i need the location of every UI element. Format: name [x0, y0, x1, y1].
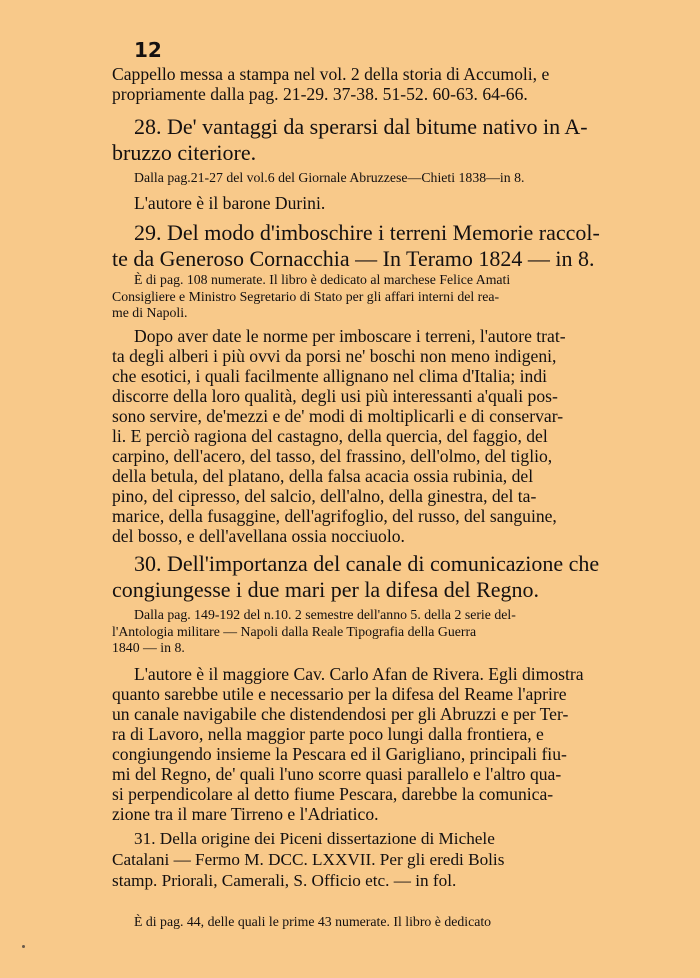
text-block-entry31-source [112, 914, 632, 931]
text-line: 28. De' vantaggi da sperarsi dal bitume nativo in A- [134, 114, 588, 139]
text-line: ta degli alberi i più ovvi da porsi ne' boschi non meno indigeni, [112, 346, 557, 366]
text-line: Dopo aver date le norme per imboscare i terreni, l'autore trat- [134, 326, 566, 346]
text-line: te da Generoso Cornacchia — In Teramo 1824 — in 8. [112, 246, 595, 271]
text-line: del bosso, e dell'avellana ossia nocciuolo. [112, 526, 405, 546]
text-block-entry28-source [112, 170, 632, 187]
text-block-entry30-body [112, 664, 632, 824]
text-block-intro [112, 64, 632, 104]
text-line: ra di Lavoro, nella maggior parte poco lungi dalla frontiera, e [112, 724, 544, 744]
text-block-entry29-body [112, 326, 632, 546]
text-line: Catalani — Fermo M. DCC. LXXVII. Per gli eredi Bolis [112, 849, 505, 869]
text-line: È di pag. 44, delle quali le prime 43 numerate. Il libro è dedicato [134, 914, 492, 929]
text-line: congiungendo insieme la Pescara ed il Garigliano, principali fiu- [112, 744, 567, 764]
text-line: discorre della loro qualità, degli usi più interessanti a'quali pos- [112, 386, 558, 406]
text-line: L'autore è il barone Durini. [134, 193, 326, 213]
text-line: mi del Regno, de' quali l'uno scorre quasi parallelo e l'altro qua- [112, 764, 562, 784]
text-block-entry28-author [112, 193, 632, 213]
text-line: propriamente dalla pag. 21-29. 37-38. 51-52. 60-63. 64-66. [112, 84, 528, 104]
text-block-entry30-title [112, 551, 632, 603]
text-line: carpino, dell'acero, del tasso, del frassino, dell'olmo, del tiglio, [112, 446, 553, 466]
text-line: 1840 — in 8. [112, 640, 185, 656]
text-block-entry29-title [112, 220, 632, 272]
text-line: Dalla pag.21-27 del vol.6 del Giornale Abruzzese—Chieti 1838—in 8. [134, 170, 525, 185]
paper-speck [22, 945, 25, 948]
text-block-entry30-source [112, 607, 632, 657]
text-line: È di pag. 108 numerate. Il libro è dedicato al marchese Felice Amati [134, 272, 511, 287]
text-line: un canale navigabile che distendendosi per gli Abruzzi e per Ter- [112, 704, 569, 724]
text-line: della betula, del platano, della falsa acacia ossia rubinia, del [112, 466, 534, 486]
text-line: me di Napoli. [112, 305, 188, 321]
text-line: 29. Del modo d'imboschire i terreni Memorie raccol- [134, 220, 600, 245]
text-line: si perpendicolare al detto fiume Pescara, darebbe la comunica- [112, 784, 554, 804]
page-number: 12 [134, 38, 162, 62]
text-line: marice, della fusaggine, dell'agrifoglio, del russo, del sanguine, [112, 506, 557, 526]
text-line: bruzzo citeriore. [112, 140, 257, 165]
text-block-entry31-title [112, 829, 632, 891]
text-block-entry28-title [112, 114, 632, 166]
text-line: 30. Dell'importanza del canale di comunicazione che [134, 551, 600, 576]
text-line: pino, del cipresso, del salcio, dell'alno, della ginestra, del ta- [112, 486, 537, 506]
text-line: Dalla pag. 149-192 del n.10. 2 semestre dell'anno 5. della 2 serie del- [134, 607, 516, 622]
text-line: quanto sarebbe utile e necessario per la difesa del Reame l'aprire [112, 684, 567, 704]
text-line: L'autore è il maggiore Cav. Carlo Afan de Rivera. Egli dimostra [134, 664, 584, 684]
text-line: Cappello messa a stampa nel vol. 2 della storia di Accumoli, e [112, 64, 550, 84]
text-block-entry29-source [112, 272, 632, 322]
text-line: zione tra il mare Tirreno e l'Adriatico. [112, 804, 379, 824]
text-line: congiungesse i due mari per la difesa del Regno. [112, 577, 540, 602]
text-line: Consigliere e Ministro Segretario di Stato per gli affari interni del rea- [112, 288, 500, 304]
text-line: 31. Della origine dei Piceni dissertazione di Michele [134, 829, 495, 848]
text-line: l'Antologia militare — Napoli dalla Reale Tipografia della Guerra [112, 623, 477, 639]
text-line: sono servire, de'mezzi e de' modi di moltiplicarli e di conservar- [112, 406, 564, 426]
text-line: li. E perciò ragiona del castagno, della quercia, del faggio, del [112, 426, 548, 446]
text-line: che esotici, i quali facilmente allignano nel clima d'Italia; indi [112, 366, 548, 386]
text-line: stamp. Priorali, Camerali, S. Officio etc. — in fol. [112, 870, 457, 890]
